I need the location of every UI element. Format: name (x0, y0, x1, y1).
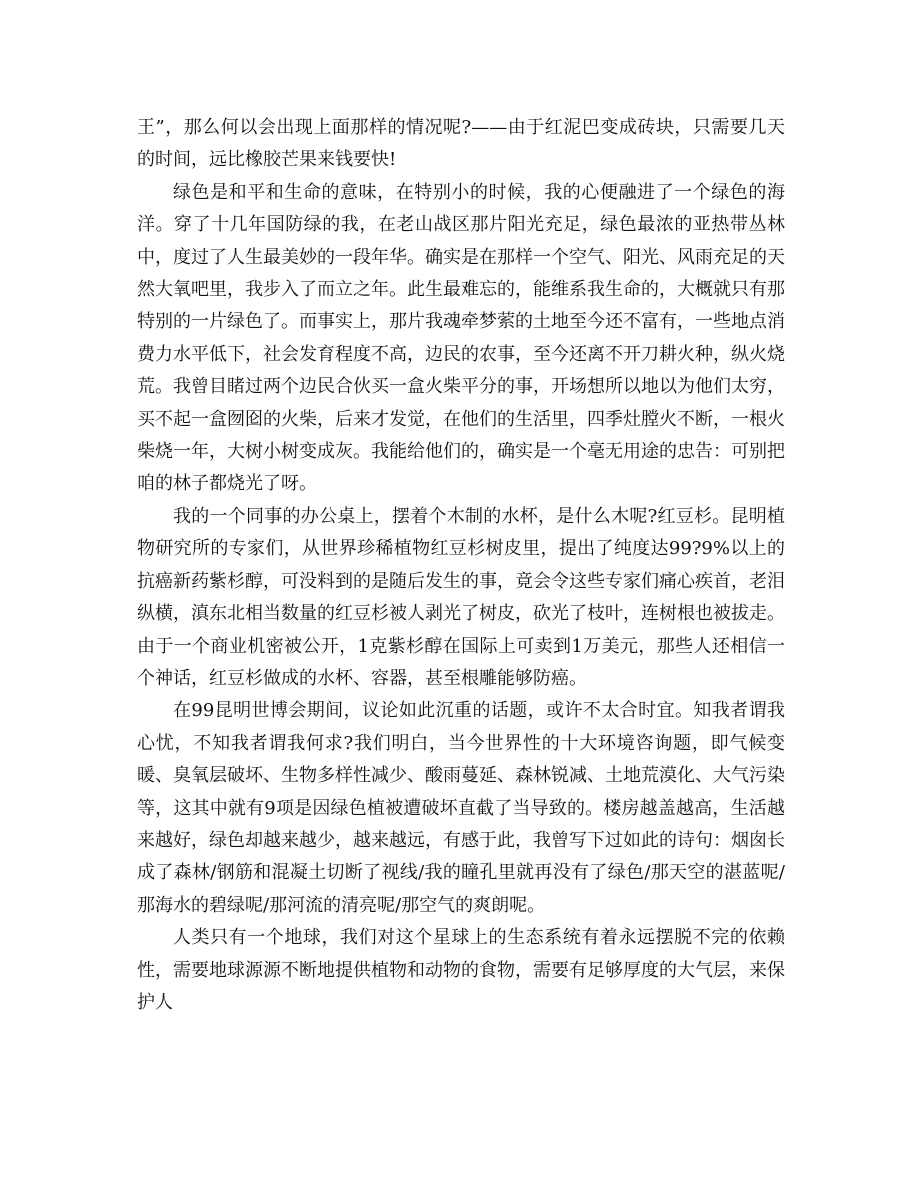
paragraph-3: 我的一个同事的办公桌上，摆着个木制的水杯，是什么木呢?红豆杉。昆明植物研究所的专家们，从世界珍稀植物红豆杉树皮里，提出了纯度达99?9%以上的抗癌新药紫杉醇，可没料到的是随后发生的事，竟会令这些专家们痛心疾首，老泪纵横，滇东北相当数量的红豆杉被人剥光了树皮，砍光了枝叶，连树根也被拔走。由于一个商业机密被公开，1克紫杉醇在国际上可卖到1万美元，那些人还相信一个神话，红豆杉做成的水杯、容器，甚至根雕能够防癌。 (137, 505, 785, 689)
paragraph-1: 王”，那么何以会出现上面那样的情况呢?——由于红泥巴变成砖块，只需要几天的时间，远比橡胶芒果来钱要快! (137, 117, 785, 171)
paragraph-2: 绿色是和平和生命的意味，在特别小的时候，我的心便融进了一个绿色的海洋。穿了十几年国防绿的我，在老山战区那片阳光充足，绿色最浓的亚热带丛林中，度过了人生最美妙的一段年华。确实是在那样一个空气、阳光、风雨充足的天然大氧吧里，我步入了而立之年。此生最难忘的，能维系我生命的，大概就只有那特别的一片绿色了。而事实上，那片我魂牵梦萦的土地至今还不富有，一些地点消费力水平低下，社会发育程度不高，边民的农事，至今还离不开刀耕火种，纵火烧荒。我曾目睹过两个边民合伙买一盒火柴平分的事，开场想所以地以为他们太穷，买不起一盒囫囵的火柴，后来才发觉，在他们的生活里，四季灶膛火不断，一根火柴烧一年，大树小树变成灰。我能给他们的，确实是一个毫无用途的忠告：可别把咱的林子都烧光了呀。 (137, 181, 785, 495)
paragraph-4: 在99昆明世博会期间，议论如此沉重的话题，或许不太合时宜。知我者谓我心忧，不知我者谓我何求?我们明白，当今世界性的十大环境咨询题，即气候变暖、臭氧层破坏、生物多样性减少、酸雨蔓延、森林锐减、土地荒漠化、大气污染等，这其中就有9项是因绿色植被遭破坏直截了当导致的。楼房越盖越高，生活越来越好，绿色却越来越少，越来越远，有感于此，我曾写下过如此的诗句：烟囱长成了森林/钢筋和混凝土切断了视线/我的瞳孔里就再没有了绿色/那天空的湛蓝呢/那海水的碧绿呢/那河流的清亮呢/那空气的爽朗呢。 (137, 700, 785, 916)
document-body (137, 112, 785, 1019)
paragraph-5: 人类只有一个地球，我们对这个星球上的生态系统有着永远摆脱不完的依赖性，需要地球源源不断地提供植物和动物的食物，需要有足够厚度的大气层，来保护人 (137, 927, 785, 1013)
